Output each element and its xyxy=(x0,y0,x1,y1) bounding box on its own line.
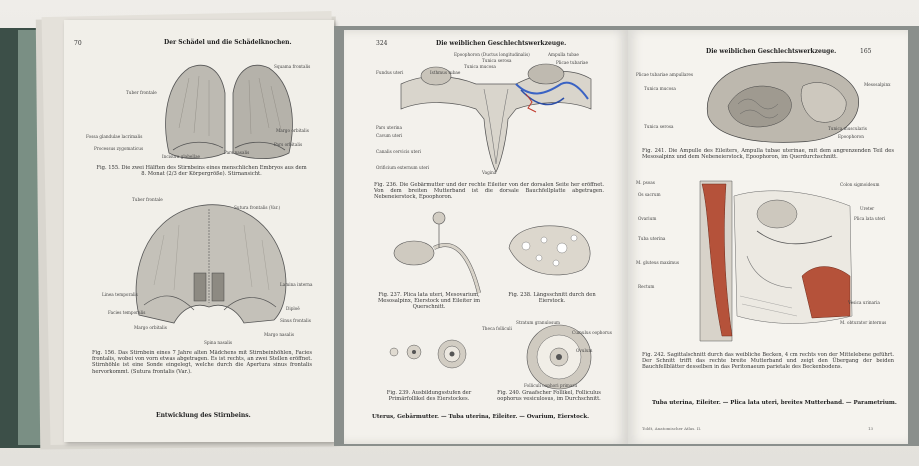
label-ureter: Ureter xyxy=(860,206,875,211)
label-processus-zygomaticus: Processus zygomaticus xyxy=(94,146,144,151)
label-tunica-mucosa-241: Tunica mucosa xyxy=(644,86,676,91)
label-facies-temporalis: Facies temporalis xyxy=(108,310,146,315)
label-os-sacrum: Os sacrum xyxy=(638,192,661,197)
label-tuba-uterina: Tuba uterina xyxy=(638,236,666,241)
label-tunica-serosa-241: Tunica serosa xyxy=(644,124,674,129)
label-vesica: Vesica urinaria xyxy=(848,300,880,305)
middle-page xyxy=(344,30,628,444)
fig236-illustration xyxy=(396,54,596,174)
bottom-page-number: 13 xyxy=(868,426,874,431)
left-page xyxy=(64,20,334,442)
label-ovarium: Ovarium xyxy=(638,216,657,221)
label-pars-nasalis: Pars nasalis xyxy=(224,150,250,155)
label-stratum-granulosum: Stratum granulosum xyxy=(516,320,560,325)
fig240-caption: Fig. 240. Graafscher Follikel, Folliculus oophorus vesiculosus, im Durchschnitt. xyxy=(497,390,601,403)
label-mesosalpinx: Mesosalpinx xyxy=(864,82,891,87)
label-fossa-glandulae: Fossa glandulae lacrimalis xyxy=(86,134,143,139)
label-incisura-glabellae: Incisura glabellae xyxy=(162,154,201,159)
label-isthmus-tubae: Isthmus tubae xyxy=(430,70,461,75)
label-lamina-interna: Lamina interna xyxy=(280,282,313,287)
label-ovulum: Ovulum xyxy=(576,348,593,353)
label-fundus-uteri: Fundus uteri xyxy=(376,70,404,75)
label-tunica-mucosa: Tunica mucosa xyxy=(464,64,496,69)
fig156-caption: Fig. 156. Das Stirnbein eines 7 Jahre alten Mädchens mit Stirnbeinhöhlen, Facies frontalis, wobei von vorn etwas abgetragen. Es ist rechts, an zwei Stellen eröffnet. Stirnhöhle ist eine Sonde eingelegt, welche durch die Apertura sinus frontalis hervorkommt. (Sutura frontalis (Var.). xyxy=(92,350,312,375)
fig155-caption: Fig. 155. Die zwei Hälften des Stirnbeins eines menschlichen Embryos aus dem 8. Monat (2/3 der Körpergröße). Stirnansicht. xyxy=(96,165,307,178)
page-header: Der Schädel und die Schädelknochen. xyxy=(164,39,292,46)
label-pars-uterina: Pars uterina xyxy=(376,125,403,130)
label-colon-sigmoideum: Colon sigmoideum xyxy=(840,182,880,187)
label-diploe: Diploë xyxy=(286,306,300,311)
label-ampulla-tubae: Ampulla tubae xyxy=(548,52,579,57)
fig237-caption: Fig. 237. Plica lata uteri, Mesovarium, Mesosalpinx, Eierstock und Eileiter im Querschnitt. xyxy=(377,292,481,311)
fig238-illustration xyxy=(504,218,599,278)
label-margo-nasalis: Margo nasalis xyxy=(264,332,294,337)
fig237-illustration xyxy=(384,208,494,298)
label-margo-orbitalis: Margo orbitalis xyxy=(276,128,309,133)
label-plica-lata: Plica lata uteri xyxy=(854,216,886,221)
fig239-illustration xyxy=(384,330,504,390)
page-number: 165 xyxy=(860,48,872,55)
label-tunica-serosa: Tunica serosa xyxy=(482,58,512,63)
label-sutura-frontalis: Sutura frontalis (Var.) xyxy=(234,205,281,210)
page-number: 324 xyxy=(376,40,388,47)
fig156-illustration xyxy=(124,195,294,335)
label-sinus-frontalis: Sinus frontalis xyxy=(280,318,311,323)
page-footer: Tuba uterina, Eileiter. — Plica lata uteri, breites Mutterband. — Parametrium. xyxy=(652,400,897,406)
page-header: Die weiblichen Geschlechtswerkzeuge. xyxy=(706,48,837,55)
label-linea-temporalis: Linea temporalis xyxy=(102,292,138,297)
label-plicae-tubariae-241: Plicae tubariae ampullares xyxy=(636,72,693,77)
page-header: Die weiblichen Geschlechtswerkzeuge. xyxy=(436,40,567,47)
label-vagina: Vagina xyxy=(482,170,497,175)
label-folliculi-oophori: Folliculi oophori primarii xyxy=(524,383,578,388)
label-plicae-tubariae: Plicae tubariae xyxy=(556,60,589,65)
label-ostium-uteri: Orificium externum uteri xyxy=(376,165,430,170)
page-footer: Uterus, Gebärmutter. — Tuba uterina, Eileiter. — Ovarium, Eierstock. xyxy=(372,414,590,420)
label-epoophoron: Epoophoron (Ductus longitudinalis) xyxy=(454,52,530,57)
fig241-illustration xyxy=(698,56,863,146)
label-canalis-cervicis: Canalis cervicis uteri xyxy=(376,149,421,154)
fig238-caption: Fig. 238. Längsschnitt durch den Eierstock. xyxy=(508,292,596,305)
label-m-obturator: M. obturator internus xyxy=(840,320,887,325)
fig241-caption: Fig. 241. Die Ampulle des Eileiters, Ampulla tubae uterinae, mit dem angrenzenden Teil des Mesosalpinx und dem Nebeneierstock, Epoophoron, im Querdurchschnitt. xyxy=(642,148,894,161)
label-pars-orbitalis: Pars orbitalis xyxy=(274,142,303,147)
fig236-caption: Fig. 236. Die Gebärmutter und der rechte Eileiter von der dorsalen Seite her eröffnet. Von dem breiten Mutterband ist die dorsale Bauchfellplatte abgetragen. Nebeneierstock, Epoophoron. xyxy=(374,182,604,201)
page-footer: Entwicklung des Stirnbeins. xyxy=(156,412,251,419)
label-theca-folliculi: Theca folliculi xyxy=(482,326,512,331)
label-m-psoas: M. psoas xyxy=(636,180,655,185)
fig242-illustration xyxy=(692,176,857,346)
fig242-caption: Fig. 242. Sagittalschnitt durch das weibliche Becken, 4 cm rechts von der Mittelebene geführt. Der Schnitt trifft das rechte breite Mutterband und zeigt den Übergang der beiden Bauchfellblätter desselben in das Peritonaeum parietale des Beckenbodens. xyxy=(642,352,894,371)
page-number: 70 xyxy=(74,40,82,47)
label-cavum-uteri: Cavum uteri xyxy=(376,133,403,138)
label-margo-orbitalis-156: Margo orbitalis xyxy=(134,325,167,330)
label-tunica-muscularis: Tunica muscularis xyxy=(828,126,867,131)
label-tuber-frontale-156: Tuber frontale xyxy=(132,197,163,202)
bottom-note: Toldt, Anatomischer Atlas. II. xyxy=(642,426,702,431)
label-tuber-frontale: Tuber frontale xyxy=(126,90,157,95)
label-m-gluteus: M. gluteus maximus xyxy=(636,260,679,265)
fig239-caption: Fig. 239. Ausbildungsstufen der Primärfollikel des Eierstockes. xyxy=(386,390,472,403)
label-squama-frontalis: Squama frontalis xyxy=(274,64,311,69)
label-spina-nasalis: Spina nasalis xyxy=(204,340,233,345)
right-page xyxy=(628,30,908,444)
label-epoophoron-241: Epoophoron xyxy=(838,134,864,139)
label-cumulus-oophorus: Cumulus oophorus xyxy=(572,330,612,335)
label-rectum: Rectum xyxy=(638,284,655,289)
